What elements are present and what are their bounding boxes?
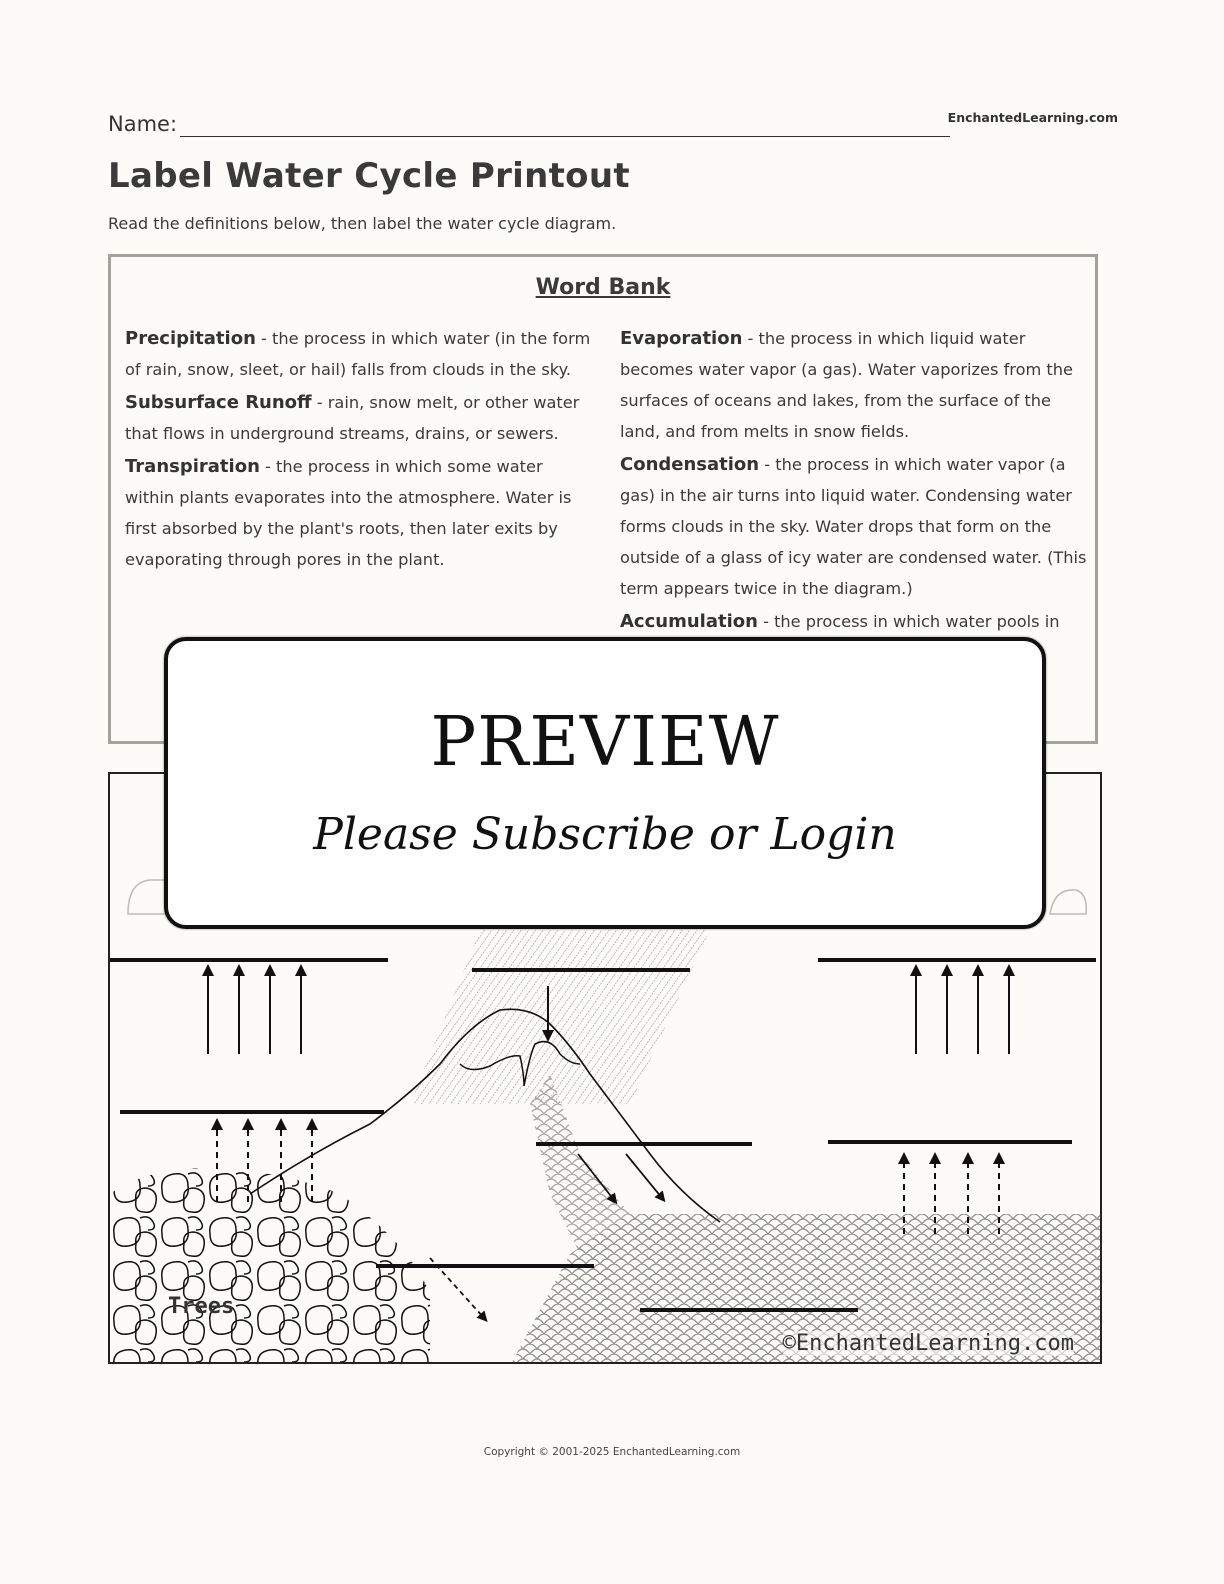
definition-accumulation: [620, 606, 1090, 637]
word-bank-heading: Word Bank: [535, 275, 671, 300]
site-tag: EnchantedLearning.com: [947, 110, 1118, 125]
preview-overlay[interactable]: [164, 637, 1046, 929]
name-label: Name:: [108, 112, 178, 136]
definition: - the process in which some water within plants evaporates into the atmosphere. Water is first absorbed by the plant's roots, then later exits by evaporating through pores in the plant.: [125, 457, 572, 569]
definition-evaporation: [620, 323, 1090, 447]
trees-label: Trees: [168, 1294, 235, 1319]
definition: - the process in which water vapor (a gas) in the air turns into liquid water. Condensing water forms clouds in the sky. Water drops that form on the outside of a glass of icy water are condensed water. (This term appears twice in the diagram.): [620, 455, 1087, 598]
footer-copyright: Copyright © 2001-2025 EnchantedLearning.com: [483, 1446, 741, 1458]
subscribe-login-prompt[interactable]: Please Subscribe or Login: [313, 809, 897, 860]
definition-precipitation: [125, 323, 595, 385]
definition: - the process in which water pools in: [757, 612, 1060, 631]
arrows-condensation-left: [208, 970, 301, 1054]
name-blank-line[interactable]: [180, 136, 950, 137]
term: Subsurface Runoff: [125, 392, 312, 413]
term: Evaporation: [620, 328, 743, 349]
definition: - the process in which water (in the form of rain, snow, sleet, or hail) falls from clouds in the sky.: [125, 329, 591, 379]
term: Condensation: [620, 454, 760, 475]
page-title: Label Water Cycle Printout: [108, 156, 630, 196]
diagram-credit: ©EnchantedLearning.com: [782, 1331, 1074, 1356]
term: Transpiration: [125, 456, 260, 477]
definition-condensation: [620, 449, 1090, 604]
preview-title: PREVIEW: [430, 703, 780, 782]
arrows-condensation-right: [916, 970, 1009, 1054]
instructions: Read the definitions below, then label the water cycle diagram.: [108, 214, 617, 233]
definition-subsurface-runoff: [125, 387, 595, 449]
definition: - rain, snow melt, or other water that flows in underground streams, drains, or sewers.: [125, 393, 580, 443]
term: Precipitation: [125, 328, 256, 349]
definition: - the process in which liquid water becomes water vapor (a gas). Water vaporizes from the surfaces of oceans and lakes, from the surface of the land, and from melts in snow fields.: [620, 329, 1073, 441]
word-bank-left-column: [125, 323, 595, 577]
rain-area: [410, 930, 710, 1104]
definition-transpiration: [125, 451, 595, 575]
name-row: [108, 110, 1118, 142]
term: Accumulation: [620, 611, 758, 632]
cloud-right: [1050, 890, 1086, 914]
word-bank-right-column: [620, 323, 1090, 639]
